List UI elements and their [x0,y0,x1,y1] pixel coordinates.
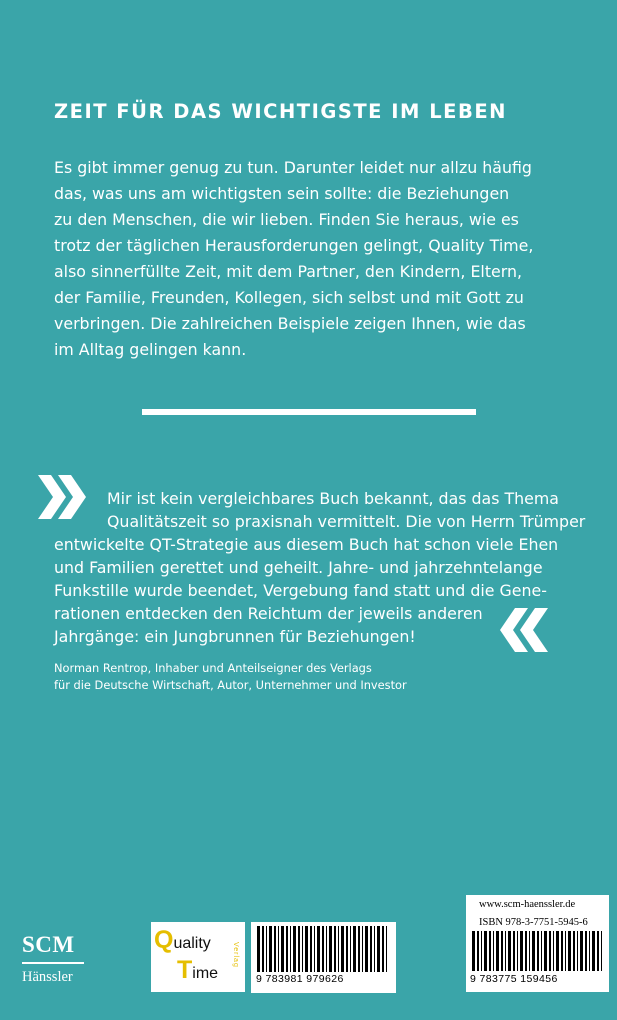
barcode-bar [561,931,563,971]
quote-line: entwickelte QT-Strategie aus diesem Buch hat schon viele Ehen [54,535,559,554]
barcode-bar [338,926,339,972]
barcode-bar [489,931,491,971]
barcode-bar [580,931,583,971]
barcode-bar [293,926,296,972]
barcode-bar [317,926,320,972]
barcode-bar [529,931,530,971]
blurb-line: Es gibt immer genug zu tun. Darunter leidet nur allzu häufig [54,158,532,177]
barcode-bar [290,926,291,972]
quote-attribution [54,660,407,694]
barcode-number: 9 783775 159456 [470,973,558,985]
barcode-bar [501,931,503,971]
barcode-bar [334,926,336,972]
barcode-bar [358,926,360,972]
barcode-bar [544,931,547,971]
heading: ZEIT FÜR DAS WICHTIGSTE IM LEBEN [54,100,507,123]
barcode-bar [374,926,375,972]
time-word: Time [177,956,219,984]
barcode-bar [525,931,527,971]
barcode-bar [481,931,482,971]
barcode-bar [541,931,542,971]
barcode-bar [257,926,260,972]
barcode-bar [362,926,363,972]
barcode-bar [262,926,264,972]
attribution-line: für die Deutsche Wirtschaft, Autor, Unternehmer und Investor [54,678,407,692]
barcode-bar [302,926,303,972]
barcode-bar [520,931,523,971]
barcode-bar [472,931,475,971]
blurb-line: im Alltag gelingen kann. [54,340,247,359]
blurb-line: trotz der täglichen Herausforderungen gelingt, Quality Time, [54,236,534,255]
barcode-bar [278,926,279,972]
quote-line: rationen entdecken den Reichtum der jeweils anderen [54,604,483,623]
barcode-bar [477,931,479,971]
barcode-bar [553,931,554,971]
quote-line: Qualitätszeit so praxisnah vermittelt. Die von Herrn Trümper [107,512,586,531]
barcode-bar [597,931,599,971]
barcode-bar [326,926,327,972]
barcode-bar [382,926,384,972]
blurb [54,155,574,363]
divider [142,409,476,415]
barcode-bar [314,926,315,972]
quality-time-logo [151,922,245,992]
attribution-line: Norman Rentrop, Inhaber und Anteilseigner des Verlags [54,661,372,675]
barcode-bar [537,931,539,971]
barcode-bars [472,931,604,971]
blurb-line: also sinnerfüllte Zeit, mit dem Partner, den Kindern, Eltern, [54,262,522,281]
publisher-logo [22,932,92,986]
quote-line: Mir ist kein vergleichbares Buch bekannt, das das Thema [107,489,559,508]
quote-line: und Familien gerettet und geheilt. Jahre- und jahrzehntelange [54,558,543,577]
barcode-bar [513,931,515,971]
barcode-bar [585,931,587,971]
barcode-bar [592,931,595,971]
blurb-line: verbringen. Die zahlreichen Beispiele zeigen Ihnen, wie das [54,314,526,333]
barcode-left [251,922,396,993]
barcode-bar [322,926,324,972]
barcode-bar [577,931,578,971]
isbn: ISBN 978-3-7751-5945-6 [479,917,588,928]
barcode-bar [573,931,575,971]
publisher-url: www.scm-haenssler.de [479,899,576,910]
barcode-bar [274,926,276,972]
quality-word: Quality [154,926,211,954]
barcode-bar [505,931,506,971]
double-chevron-left-icon [496,603,550,657]
barcode-bar [350,926,351,972]
barcode-bar [386,926,387,972]
double-chevron-right-icon [36,470,90,524]
blurb-line: das, was uns am wichtigsten sein sollte: die Beziehungen [54,184,510,203]
barcode-bar [346,926,348,972]
blurb-line: zu den Menschen, die wir lieben. Finden Sie heraus, wie es [54,210,519,229]
logo-rule [22,962,84,964]
barcode-bar [493,931,494,971]
barcode-bar [568,931,571,971]
barcode-bar [269,926,272,972]
barcode-bar [565,931,566,971]
barcode-bar [496,931,499,971]
barcode-bar [286,926,288,972]
barcode-bar [532,931,535,971]
publisher-brand: SCM [22,932,75,957]
barcode-bar [266,926,267,972]
barcode-bar [353,926,356,972]
barcode-bar [517,931,518,971]
barcode-bar [556,931,559,971]
barcode-bar [601,931,602,971]
barcode-bars [257,926,391,972]
barcode-bar [589,931,590,971]
quality-time-side-text: Verlag [232,942,239,968]
barcode-bar [281,926,284,972]
quote-line: Jahrgänge: ein Jungbrunnen für Beziehungen! [54,627,416,646]
barcode-bar [310,926,312,972]
barcode-bar [370,926,372,972]
blurb-line: der Familie, Freunden, Kollegen, sich selbst und mit Gott zu [54,288,524,307]
barcode-bar [508,931,511,971]
barcode-bar [484,931,487,971]
barcode-bar [341,926,344,972]
barcode-bar [329,926,332,972]
barcode-number: 9 783981 979626 [256,973,344,985]
barcode-bar [365,926,368,972]
barcode-bar [305,926,308,972]
barcode-bar [298,926,300,972]
barcode-bar [549,931,551,971]
barcode-right [466,895,609,992]
barcode-bar [377,926,380,972]
publisher-imprint: Hänssler [22,969,73,985]
quote-line: Funkstille wurde beendet, Vergebung fand statt und die Gene- [54,581,547,600]
